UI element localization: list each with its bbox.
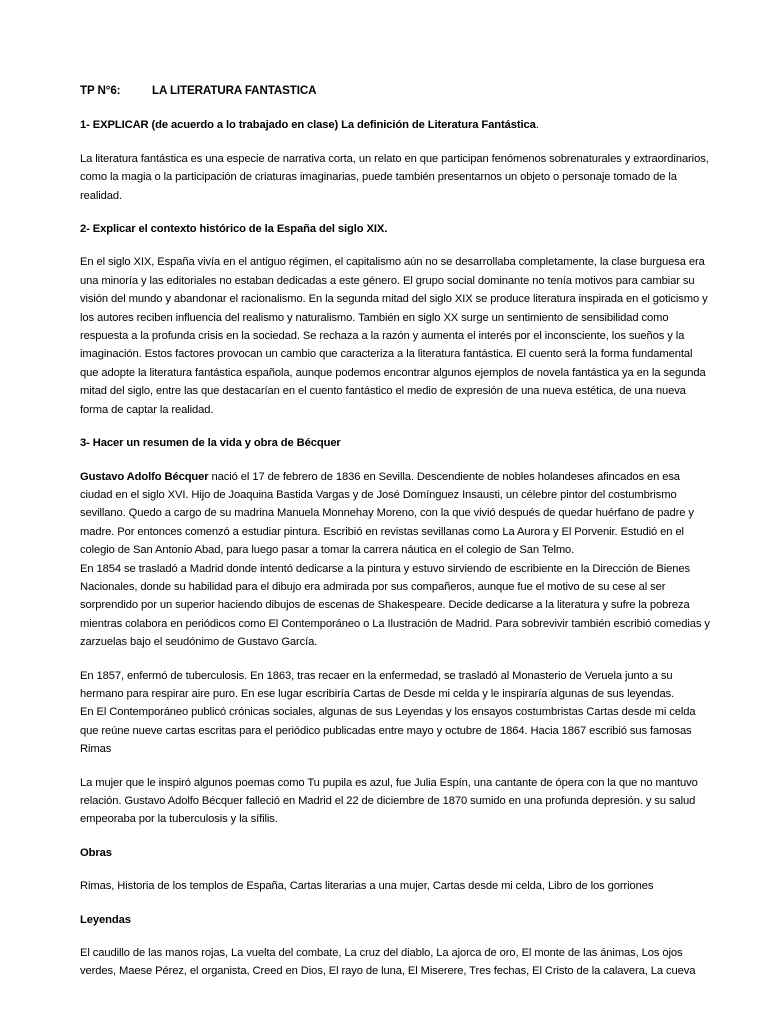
title-code: TP N°6: <box>80 84 121 97</box>
question-1-answer: La literatura fantástica es una especie de narrativa corta, un relato en que participan fenómenos sobrenaturales y extraordinarios, como la magia o la participación de criaturas imaginarias, puede también presentarnos un objeto o personaje tomado de la realidad. <box>80 152 709 202</box>
question-2-heading: 2- Explicar el contexto histórico de la España del siglo XIX. <box>80 223 388 236</box>
biography-paragraph-3: La mujer que le inspiró algunos poemas como Tu pupila es azul, fue Julia Espín, una cantante de ópera con la que no mantuvo relación. Gustavo Adolfo Bécquer falleció en Madrid el 22 de diciembre de 1870 sumido en una profunda depresión. y su salud empeoraba por la tuberculosis y la sífilis. <box>80 776 698 826</box>
biography-text-2: En 1857, enfermó de tuberculosis. En 1863, tras recaer en la enfermedad, se trasladó al Monasterio de Veruela junto a su hermano para respirar aire puro. En ese lugar escribiría Cartas de Desde mi celda y le inspiraría algunas de sus leyendas. <box>80 669 675 700</box>
author-name: Gustavo Adolfo Bécquer <box>80 470 209 483</box>
biography-paragraph-2 <box>80 667 712 759</box>
question-3-heading: 3- Hacer un resumen de la vida y obra de Bécquer <box>80 437 341 450</box>
question-1-heading-period: . <box>535 119 539 132</box>
question-1-heading <box>80 116 712 134</box>
title-text: LA LITERATURA FANTASTICA <box>152 84 317 97</box>
biography-paragraph-1 <box>80 468 712 652</box>
leyendas-list: El caudillo de las manos rojas, La vuelta del combate, La cruz del diablo, La ajorca de oro, El monte de las ánimas, Los ojos verdes, Maese Pérez, el organista, Creed en Dios, El rayo de luna, El Miserere, Tres fechas, El Cristo de la calavera, La cueva <box>80 947 696 978</box>
leyendas-heading: Leyendas <box>80 913 131 926</box>
obras-list: Rimas, Historia de los templos de España, Cartas literarias a una mujer, Cartas desde mi celda, Libro de los gorriones <box>80 880 654 893</box>
biography-text-1b: En 1854 se trasladó a Madrid donde intentó dedicarse a la pintura y estuvo sirviendo de escribiente en la Dirección de Bienes Nacionales, donde su habilidad para el dibujo era admirada por sus compañeros, aunque fue el motivo de su cese al ser sorprendido por un superior haciendo dibujos de escenas de Shakespeare. Decide dedicarse a la literatura y sufre la pobreza mientras colabora en periódicos como El Contemporáneo o La Ilustración de Madrid. Para sobrevivir también escribió comedias y zarzuelas bajo el seudónimo de Gustavo García. <box>80 562 710 649</box>
obras-heading: Obras <box>80 846 112 859</box>
biography-text-2b: En El Contemporáneo publicó crónicas sociales, algunas de sus Leyendas y los ensayos costumbristas Cartas desde mi celda que reúne nueve cartas escritas para el periódico publicadas entre mayo y octubre de 1864. Hacia 1867 escribió sus famosas Rimas <box>80 706 696 756</box>
question-2-answer: En el siglo XIX, España vivía en el antiguo régimen, el capitalismo aún no se desarrollaba completamente, la clase burguesa era una minoría y las editoriales no estaban dedicadas a este género. El grupo social dominante no tenía motivos para cambiar su visión del mundo y abandonar el racionalismo. En la segunda mitad del siglo XIX se produce literatura inspirada en el goticismo y los autores reciben influencia del realismo y naturalismo. También en siglo XX surge un sentimiento de sensibilidad como respuesta a la profunda crisis en la sociedad. Se rechaza a la razón y aumenta el interés por el inconsciente, los sueños y la imaginación. Estos factores provocan un cambio que caracteriza a la literatura fantástica. El cuento será la forma fundamental que adopte la literatura fantástica española, aunque podemos encontrar algunos ejemplos de novela fantástica ya en la segunda mitad del siglo, entre las que destacarían en el cuento fantástico el medio de expresión de una nueva estética, de una nueva forma de captar la realidad. <box>80 256 708 416</box>
document-title <box>80 82 712 100</box>
question-1-heading-text: 1- EXPLICAR (de acuerdo a lo trabajado en clase) La definición de Literatura Fantástica <box>80 119 536 132</box>
biography-text-1: nació el 17 de febrero de 1836 en Sevilla. Descendiente de nobles holandeses afincados en esa ciudad en el siglo XVI. Hijo de Joaquina Bastida Vargas y de José Domínguez Insausti, un célebre pintor del costumbrismo sevillano. Quedo a cargo de su madrina Manuela Monnehay Moreno, con la que vivió después de quedar huérfano de padre y madre. Por entonces comenzó a estudiar pintura. Escribió en revistas sevillanas como La Aurora y El Porvenir. Estudió en el colegio de San Antonio Abad, para luego pasar a tomar la carrera náutica en el colegio de San Telmo. <box>80 470 694 557</box>
